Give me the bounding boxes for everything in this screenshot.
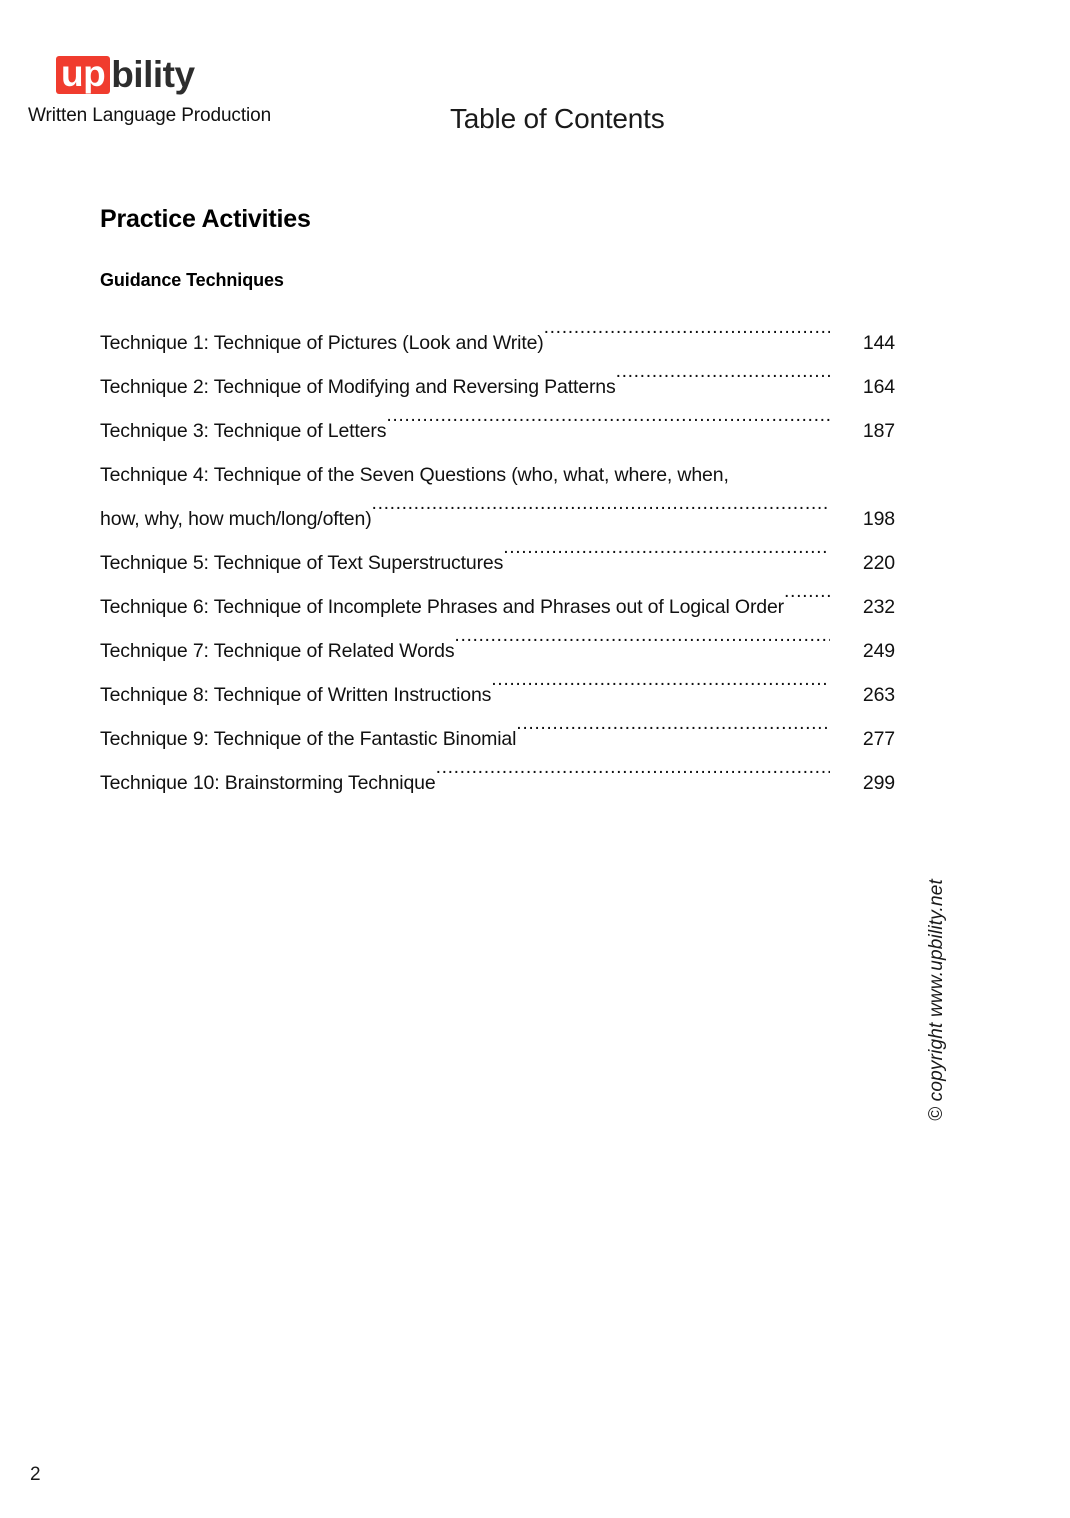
toc-page-number: 277 xyxy=(862,728,895,750)
toc-entry-list xyxy=(100,321,895,805)
toc-page-number: 299 xyxy=(862,772,895,794)
toc-entry-label: Technique 5: Technique of Text Superstructures xyxy=(100,552,504,574)
toc-page-number: 144 xyxy=(862,332,895,354)
toc-entry[interactable] xyxy=(100,409,895,453)
copyright-notice: © copyright www.upbility.net xyxy=(925,878,947,1122)
toc-entry-label: Technique 6: Technique of Incomplete Phrases and Phrases out of Logical Order xyxy=(100,596,785,618)
toc-entry-label: Technique 7: Technique of Related Words xyxy=(100,640,455,662)
toc-entry-label: Technique 2: Technique of Modifying and Reversing Patterns xyxy=(100,376,616,398)
toc-entry-label: Technique 8: Technique of Written Instructions xyxy=(100,684,492,706)
upbility-logo xyxy=(56,52,328,98)
toc-entry[interactable] xyxy=(100,629,895,673)
toc-dot-leader xyxy=(784,594,830,614)
toc-page-number: 232 xyxy=(862,596,895,618)
section-heading: Practice Activities xyxy=(100,205,311,233)
toc-entry[interactable] xyxy=(100,365,895,409)
toc-entry[interactable] xyxy=(100,761,895,805)
toc-entry-label: Technique 9: Technique of the Fantastic Binomial xyxy=(100,728,517,750)
subsection-heading: Guidance Techniques xyxy=(100,270,284,290)
toc-content xyxy=(100,205,895,805)
toc-dot-leader xyxy=(454,638,830,658)
toc-entry-label: how, why, how much/long/often) xyxy=(100,508,372,530)
toc-dot-leader xyxy=(372,506,830,526)
page-number: 2 xyxy=(30,1464,41,1485)
toc-page-number: 263 xyxy=(862,684,895,706)
toc-entry-label: Technique 10: Brainstorming Technique xyxy=(100,772,436,794)
brand-block xyxy=(28,52,328,127)
toc-entry-label: Technique 1: Technique of Pictures (Look and Write) xyxy=(100,332,544,354)
toc-page-number: 164 xyxy=(862,376,895,398)
toc-dot-leader xyxy=(544,330,830,350)
toc-page-number: 198 xyxy=(862,508,895,530)
brand-subtitle: Written Language Production xyxy=(28,105,272,126)
toc-entry[interactable] xyxy=(100,673,895,717)
toc-entry[interactable] xyxy=(100,541,895,585)
toc-dot-leader xyxy=(386,418,830,438)
toc-dot-leader xyxy=(491,682,830,702)
toc-dot-leader xyxy=(616,374,830,394)
toc-entry[interactable] xyxy=(100,321,895,365)
logo-up-text: up xyxy=(61,53,106,94)
toc-page-number: 187 xyxy=(862,420,895,442)
logo-bility-text: bility xyxy=(111,54,195,95)
toc-entry[interactable] xyxy=(100,585,895,629)
logo-up-badge xyxy=(56,53,110,94)
toc-entry[interactable] xyxy=(100,453,895,541)
page-header xyxy=(0,0,1070,160)
toc-entry-label: Technique 3: Technique of Letters xyxy=(100,420,387,442)
toc-entry-line-2 xyxy=(100,497,895,541)
toc-page-number: 220 xyxy=(862,552,895,574)
toc-page-number: 249 xyxy=(862,640,895,662)
toc-entry-label: Technique 4: Technique of the Seven Questions (who, what, where, when, xyxy=(100,464,729,486)
page-title: Table of Contents xyxy=(450,103,665,134)
toc-dot-leader xyxy=(516,726,830,746)
toc-entry[interactable] xyxy=(100,717,895,761)
toc-dot-leader xyxy=(503,550,830,570)
toc-dot-leader xyxy=(436,770,830,790)
